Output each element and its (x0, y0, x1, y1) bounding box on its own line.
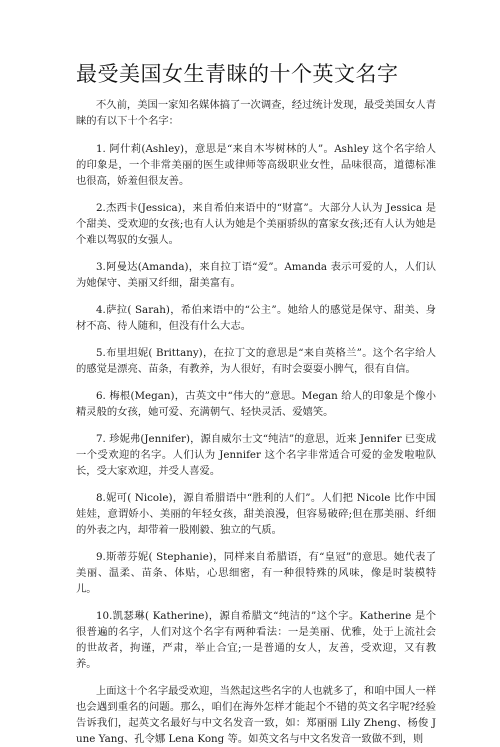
name-entry-nicole: 8.妮可( Nicole)，源自希腊语中“胜利的人们”。人们把 Nicole 比作中国娃娃，意谓娇小、美丽的年轻女孩，甜美浪漫，但容易破碎;但在那美丽、纤细的外表之内，却带着一股刚毅、独立的气质。 (76, 492, 436, 536)
name-entry-megan: 6. 梅根(Megan)，古英文中“伟大的”意思。Megan 给人的印象是个像小精灵般的女孩，她可爱、充满朝气、轻快灵活、爱嬉笑。 (76, 390, 436, 418)
intro-paragraph: 不久前，美国一家知名媒体搞了一次调查，经过统计发现，最受美国女人青睐的有以下十个名字： (76, 99, 436, 127)
name-entry-jessica: 2.杰西卡(Jessica)，来自希伯来语中的“财富”。大部分人认为 Jessica 是个甜美、受欢迎的女孩;也有人认为她是个美丽骄纵的富家女孩;还有人认为她是个难以驾驭的女强人。 (76, 202, 436, 246)
name-entry-jennifer: 7. 珍妮弗(Jennifer)，源自威尔士文“纯洁”的意思，近来 Jennifer 已变成一个受欢迎的名字。人们认为 Jennifer 这个名字非常适合可爱的金发啦啦队长，受大家欢迎，并受人喜爱。 (76, 433, 436, 477)
article-body (76, 97, 436, 747)
closing-paragraph: 上面这十个名字最受欢迎，当然起这些名字的人也就多了，和咱中国人一样也会遇到重名的问题。那么，咱们在海外怎样才能起个不错的英文名字呢?经验告诉我们，起英文名最好与中文名发音一致，如：郑丽丽 Lily Zheng、杨俊 June Yang、孔令娜 Lena Kong 等。如英文名与中文名发音一致做不到，则 (76, 685, 436, 745)
name-entry-ashley: 1. 阿什莉(Ashley)，意思是“来自木岑树林的人”。Ashley 这个名字给人的印象是，一个非常美丽的医生或律师等高级职业女性，品味很高，道德标准也很高，娇羞但很友善。 (76, 143, 436, 187)
name-entry-stephanie: 9.斯蒂芬妮( Stephanie)，同样来自希腊语，有“皇冠”的意思。她代表了美丽、温柔、苗条、体贴，心思细密，有一种很特殊的风味，像是时装模特儿。 (76, 551, 436, 595)
name-entry-amanda: 3.阿曼达(Amanda)，来自拉丁语“爱”。Amanda 表示可爱的人，人们认为她保守、美丽又纤细，甜美富有。 (76, 261, 436, 289)
name-entry-katherine: 10.凯瑟琳( Katherine)，源自希腊文“纯洁的”这个字。Katherine 是个很普遍的名字，人们对这个名字有两种看法：一是美丽、优雅，处于上流社会的世故者，拘谨，严肃，举止合宜;一是普通的女人，友善，受欢迎，又有教养。 (76, 610, 436, 670)
name-entry-sarah: 4.萨拉( Sarah)，希伯来语中的“公主”。她给人的感觉是保守、甜美、身材不高、待人随和，但没有什么大志。 (76, 304, 436, 332)
page-title: 最受美国女生青睐的十个英文名字 (76, 62, 399, 86)
name-entry-brittany: 5.布里坦妮( Brittany)，在拉丁文的意思是“来自英格兰”。这个名字给人的感觉是漂亮、苗条，有教养，为人很好，有时会耍耍小脾气，很有自信。 (76, 347, 436, 375)
